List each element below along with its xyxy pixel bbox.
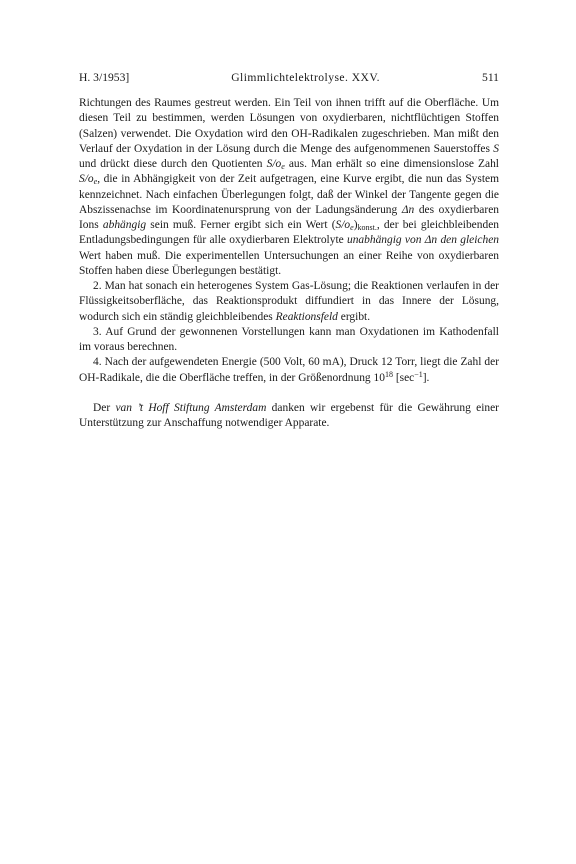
text-run: , der bei gleichbleibenden Entladungsbedingungen für alle oxydierbaren Elektrolyte xyxy=(79,219,499,247)
emphasis-abhaengig: abhängig xyxy=(102,219,147,231)
quotient-symbol: S/o xyxy=(79,173,94,186)
text-run: sein muß. Ferner ergibt sich ein Wert ( xyxy=(146,219,336,231)
subscript-e: e xyxy=(93,177,98,187)
subscript-e: e xyxy=(281,162,285,171)
text-run: ) xyxy=(353,219,358,231)
text-run: , die in Abhängigkeit von der Zeit aufgetragen, eine Kurve ergibt, die nun das System kennzeichnet. Nach einfachen Überlegungen folgt, daß der Winkel der Tangente gegen die Abszissenachse im Koordinatenursprung von der Ladungsänderung xyxy=(79,173,499,216)
subscript-e: e xyxy=(350,223,354,232)
text-run: danken wir ergebenst für die Gewährung einer Unterstützung zur Anschaffung notwendiger Apparate. xyxy=(79,401,499,429)
header-title: Glimmlichtelektrolyse. XXV. xyxy=(231,71,381,84)
text-run: aus. Man erhält so eine dimensionslose Zahl xyxy=(284,158,499,170)
quotient-symbol: S/o xyxy=(266,158,282,170)
paragraph-2 xyxy=(79,279,499,325)
quotient-symbol: S/o xyxy=(335,219,351,231)
subscript-konst: konst. xyxy=(357,223,377,232)
text-run: ]. xyxy=(422,371,430,384)
symbol-S: S xyxy=(493,142,499,155)
paragraph-3: 3. Auf Grund der gewonnenen Vorstellungen kann man Oxydationen im Kathodenfall im voraus berechnen. xyxy=(79,325,499,353)
article-body xyxy=(79,96,499,431)
text-run: und drückt diese durch den Quotienten xyxy=(79,158,267,170)
text-run: Richtungen des Raumes gestreut werden. Ein Teil von ihnen trifft auf die Oberfläche. Um diesen Teil zu bestimmen, werden Lösungen von oxydierbaren, nichtflüchtigen Stoffen (Salzen) verwendet. Die Oxydation wird den OH-Radikalen zugeschrieben. Man mißt den Verlauf der Oxydation in der Lösung durch die Menge des aufgenommenen Sauerstoffes xyxy=(79,97,499,155)
text-run: ergibt. xyxy=(337,310,371,323)
delta-n-symbol: Δn xyxy=(401,203,415,216)
emphasis-reaktionsfeld: Reaktionsfeld xyxy=(275,310,338,323)
text-run: [sec xyxy=(392,371,415,384)
text-run: Wert haben muß. Die experimentellen Untersuchungen an einer Reihe von oxydierbaren Stoffen haben diese Überlegungen bestätigt. xyxy=(79,249,499,277)
acknowledgement xyxy=(79,401,499,432)
foundation-name: van ’t Hoff Stiftung Amsterdam xyxy=(115,401,267,414)
text-run: 4. Nach der aufgewendeten Energie (500 Volt, 60 mA), Druck 12 Torr, liegt die Zahl der OH-Radikale, die die Oberfläche treffen, in der Größenordnung 10 xyxy=(79,356,499,384)
text-run: Der xyxy=(93,401,116,414)
paragraph-4 xyxy=(79,355,499,386)
header-issue: H. 3/1953] xyxy=(79,71,130,84)
superscript-18: 18 xyxy=(384,369,393,379)
paragraph-1 xyxy=(79,96,499,279)
page-number: 511 xyxy=(482,71,499,84)
running-header xyxy=(79,71,499,85)
superscript-minus-1: −1 xyxy=(414,369,423,379)
text-run: des oxydierbaren Ions xyxy=(79,203,499,231)
emphasis-unabhaengig: unabhängig von Δn den gleichen xyxy=(346,234,499,247)
journal-page xyxy=(79,71,499,431)
text-run: 2. Man hat sonach ein heterogenes System Gas-Lösung; die Reaktionen verlaufen in der Flüssigkeitsoberfläche, das Reaktionsprodukt diffundiert in das Innere der Lösung, wodurch sich ein ständig gleichbleibendes xyxy=(79,280,499,323)
